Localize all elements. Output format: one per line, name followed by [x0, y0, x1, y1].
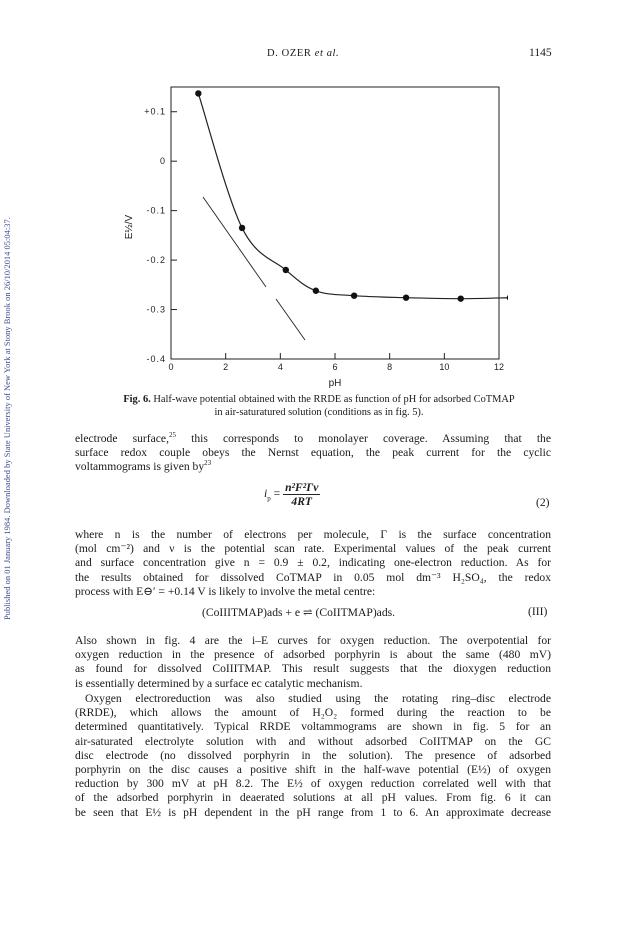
- y-tick-label: 0: [159, 156, 166, 167]
- p3-line-1: Also shown in fig. 4 are the i–E curves for oxygen reduction. The overpotential for: [75, 634, 551, 647]
- p1-line-1: electrode surface,$^{25}$ this corresponds to monolayer coverage. Assuming that the: [75, 431, 552, 445]
- p2-line-2: (mol cm⁻²) and ν is the potential scan rate. Experimental values of the peak current: [75, 542, 551, 556]
- p4-line-1: Oxygen electroreduction was also studied using the rotating ring–disc electrode: [85, 692, 551, 705]
- p1-line-3: voltammograms is given $by^{23}$: [75, 459, 212, 474]
- equation-2-number: (2): [536, 496, 550, 509]
- x-axis-label: pH: [328, 378, 342, 389]
- caption-text: Half-wave potential obtained with the RRDE as function of pH for adsorbed CoTMAP: [153, 394, 515, 405]
- p2-line-3: and surface concentration give n = 0.9 ± 0.2, indicating one-electron reduction. As for: [75, 556, 551, 570]
- data-point: [403, 294, 409, 300]
- x-tick-label: 4: [277, 362, 283, 372]
- p3-line-3: as found for dissolved CoIIITMAP. This result suggests that the dioxygen reduction: [75, 662, 551, 676]
- x-tick-label: 6: [332, 362, 338, 372]
- p4-line-7: reduction by 300 mV at pH 8.2. The E½ of oxygen reduction correlated well with that: [75, 777, 551, 791]
- equation-2: $i_p$ = $\frac{\text{n²F²Γν}}{4RT}$: [264, 481, 319, 508]
- p3-line-2: oxygen reduction in the presence of adsorbed porphyrin is about the same (480 mV): [75, 648, 551, 662]
- paragraph-3: [75, 634, 551, 691]
- page-header: [0, 48, 625, 64]
- p2-line-5: process with E⊖′ = +0.14 V is likely to involve the metal centre:: [75, 584, 376, 598]
- axis-ticks: [144, 107, 504, 372]
- p4-line-9: be seen that E½ is pH dependent in the pH range from 1 to 6. An approximate decrease: [75, 805, 551, 819]
- fitted-curve: [198, 93, 508, 298]
- y-tick-label: -0.2: [146, 255, 166, 266]
- p4-line-3: determined quantitatively. Typical RRDE voltammograms are shown in fig. 5 for an: [75, 720, 551, 734]
- x-tick-label: 10: [439, 362, 450, 372]
- figure-6-chart: [108, 82, 508, 392]
- data-point: [195, 90, 201, 96]
- p1-line-2: surface redox couple obeys the Nernst equation, the peak current for the cyclic: [75, 446, 551, 460]
- data-point: [507, 294, 508, 300]
- y-tick-label: -0.1: [146, 205, 166, 216]
- extrapolation-line-2: [276, 299, 305, 340]
- p3-line-4: is essentially determined by a surface ec catalytic mechanism.: [75, 676, 363, 690]
- data-point: [351, 292, 357, 298]
- x-tick-label: 2: [223, 362, 229, 372]
- page-number: 1145: [529, 47, 552, 59]
- p2-line-4: the results obtained for dissolved CoTMAP in 0.05 mol dm⁻³ H₂SO₄, the redox: [75, 570, 551, 584]
- paragraph-1: [75, 432, 551, 475]
- p4-line-5: disc electrode (no dissolved porphyrin in the solution). The presence of adsorbed: [75, 748, 551, 762]
- y-tick-label: -0.3: [146, 304, 166, 315]
- data-point: [283, 267, 289, 273]
- p2-line-1: where n is the number of electrons per molecule, Γ is the surface concentration: [75, 528, 551, 541]
- equation-fraction: $\frac{\text{n²F²Γν}}{4RT}$: [285, 481, 319, 508]
- paragraph-2: [75, 528, 551, 599]
- chart-svg: [108, 82, 508, 392]
- x-tick-label: 12: [493, 362, 505, 372]
- y-tick-label: +0.1: [144, 106, 166, 117]
- paragraph-4: [75, 692, 551, 820]
- p4-line-4: air-saturated electrolyte solution with and without adsorbed CoIITMAP on the GC: [75, 734, 551, 748]
- x-tick-label: 0: [168, 362, 174, 372]
- p4-line-8: of the adsorbed porphyrin in deaerated solutions at all pH values. From fig. 6 it can: [75, 791, 551, 805]
- download-notice-text: Published on 01 January 1984. Downloaded by State University of New York at Stony Brook on 26/10/2014 05:04:37.: [3, 217, 12, 620]
- equation-3-number: (III): [528, 605, 548, 618]
- y-tick-label: -0.4: [146, 354, 166, 364]
- y-axis-label: E½/V: [124, 214, 135, 240]
- data-point: [239, 225, 245, 231]
- data-point: [458, 295, 464, 301]
- plot-frame: [171, 87, 499, 359]
- figure-caption: [76, 393, 562, 419]
- x-tick-label: 8: [387, 362, 393, 372]
- download-notice: [2, 60, 16, 620]
- caption-text-2: in air-saturatured solution (conditions as in fig. 5).: [214, 407, 424, 418]
- running-head: D. OZER et al.: [267, 48, 340, 59]
- p4-line-6: porphyrin on the disc causes a positive shift in the half-wave potential (E½) of oxygen: [75, 763, 551, 777]
- p4-line-2: (RRDE), which allows the amount of H₂O₂ formed during the reaction to be: [75, 706, 551, 720]
- caption-label: Fig. 6.: [123, 394, 151, 405]
- data-points: [195, 90, 508, 302]
- data-point: [313, 288, 319, 294]
- equation-3: (CoIIITMAP)ads + e ⇌ (CoIITMAP)ads.: [202, 606, 396, 619]
